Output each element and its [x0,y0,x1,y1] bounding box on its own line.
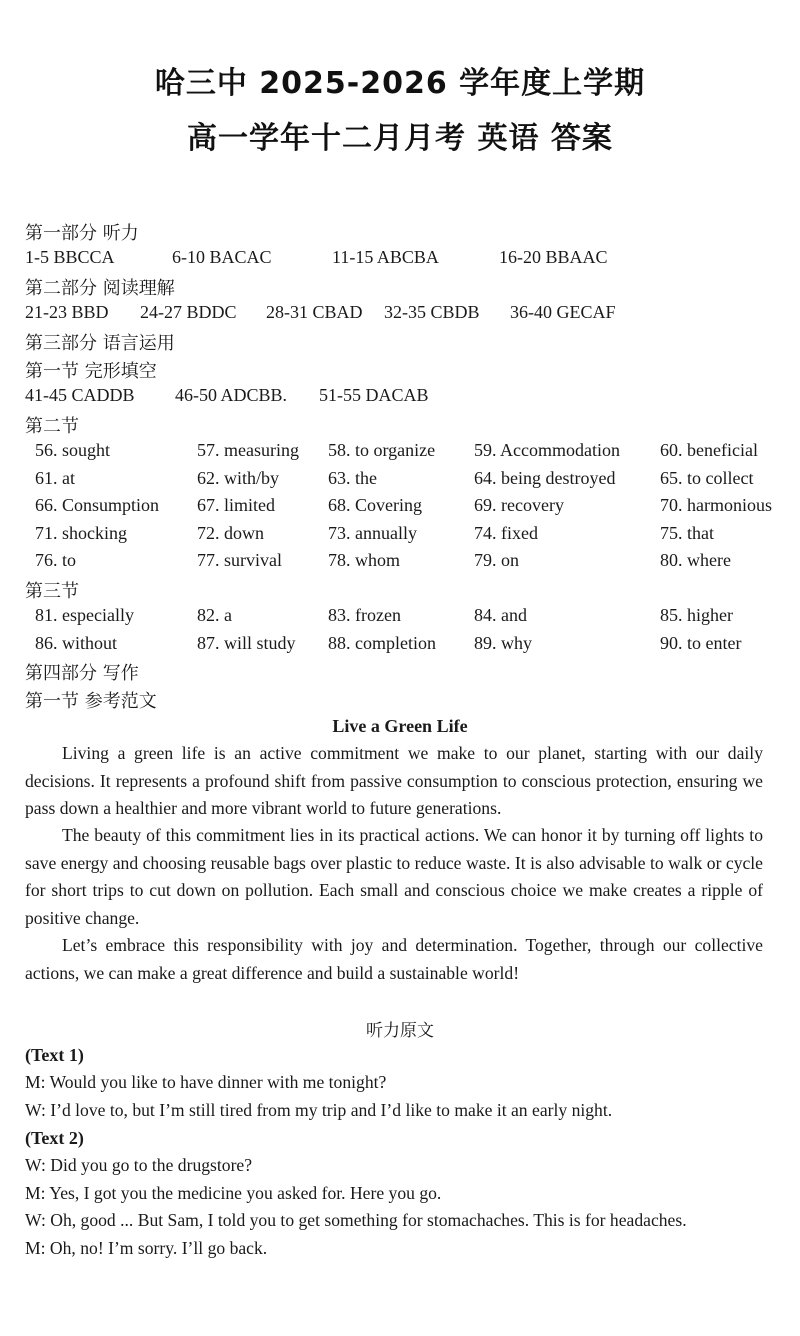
text1-label: (Text 1) [25,1045,84,1065]
fill-blank-row [0,523,800,547]
answer-item: 90. to enter [660,633,742,653]
answer-item: 67. limited [197,495,275,515]
answer-item: 88. completion [328,633,436,653]
answer-item: 72. down [197,523,264,543]
part3-section2-heading: 第二节 [25,416,79,437]
dialogue-line: M: Oh, no! I’m sorry. I’ll go back. [25,1238,268,1258]
answer-item: 57. measuring [197,440,299,460]
answer-group: 32-35 CBDB [384,302,480,322]
fill-blank-row [0,495,800,519]
answer-group: 36-40 GECAF [510,302,616,322]
essay-paragraph: Let’s embrace this responsibility with joy and determination. Together, through our collective actions, we can make a great difference and build a sustainable world! [25,935,763,983]
part3-section3-heading: 第三节 [25,581,79,602]
answer-group: 24-27 BDDC [140,302,237,322]
answer-item: 81. especially [35,605,134,625]
answer-item: 77. survival [197,550,282,570]
part1-answers-row [0,247,800,271]
dialogue-line: M: Would you like to have dinner with me tonight? [25,1072,387,1092]
grammar-fill-row [0,633,800,657]
answer-item: 64. being destroyed [474,468,616,488]
fill-blank-row [0,468,800,492]
answer-item: 76. to [35,550,77,570]
answer-item: 58. to organize [328,440,436,460]
part2-heading: 第二部分 阅读理解 [25,278,175,299]
answer-group: 6-10 BACAC [172,247,272,267]
answer-group: 11-15 ABCBA [332,247,439,267]
answer-item: 56. sought [35,440,111,460]
page-title: 哈三中 2025-2026 学年度上学期 [154,66,646,101]
answer-item: 61. at [35,468,75,488]
fill-blank-row [0,440,800,464]
answer-item: 70. harmonious [660,495,772,515]
part4-section1-heading: 第一节 参考范文 [25,691,157,712]
answer-group: 21-23 BBD [25,302,109,322]
listening-script-title: 听力原文 [366,1021,434,1041]
part3-heading: 第三部分 语言运用 [25,333,175,354]
text2-label: (Text 2) [25,1128,84,1148]
answer-group: 51-55 DACAB [319,385,429,405]
answer-item: 62. with/by [197,468,280,488]
page-subtitle: 高一学年十二月月考 英语 答案 [187,121,613,156]
grammar-fill-row [0,605,800,629]
fill-blank-row [0,550,800,574]
answer-item: 63. the [328,468,377,488]
answer-item: 74. fixed [474,523,538,543]
essay-paragraph: The beauty of this commitment lies in its practical actions. We can honor it by turning off lights to save energy and choosing reusable bags over plastic to reduce waste. It is also advisable to walk or cycle for short trips to cut down on pollution. Each small and conscious choice we make creates a ripple of positive change. [25,825,763,928]
answer-item: 60. beneficial [660,440,758,460]
answer-item: 85. higher [660,605,733,625]
part3-section1-answers-row [0,385,800,409]
answer-item: 83. frozen [328,605,401,625]
answer-item: 69. recovery [474,495,564,515]
answer-item: 78. whom [328,550,400,570]
part2-answers-row [0,302,800,326]
dialogue-line: W: Oh, good ... But Sam, I told you to get something for stomachaches. This is for headaches. [25,1210,687,1230]
answer-item: 66. Consumption [35,495,160,515]
answer-group: 41-45 CADDB [25,385,135,405]
answer-item: 89. why [474,633,532,653]
answer-group: 1-5 BBCCA [25,247,115,267]
answer-item: 65. to collect [660,468,754,488]
answer-item: 80. where [660,550,731,570]
answer-item: 79. on [474,550,519,570]
answer-item: 75. that [660,523,714,543]
essay-title: Live a Green Life [332,716,468,736]
answer-item: 86. without [35,633,118,653]
answer-item: 68. Covering [328,495,422,515]
dialogue-line: W: I’d love to, but I’m still tired from my trip and I’d like to make it an early night. [25,1100,613,1120]
answer-item: 73. annually [328,523,417,543]
answer-item: 71. shocking [35,523,127,543]
answer-item: 82. a [197,605,232,625]
part4-heading: 第四部分 写作 [25,663,139,684]
answer-group: 46-50 ADCBB. [175,385,288,405]
dialogue-line: W: Did you go to the drugstore? [25,1155,253,1175]
part1-heading: 第一部分 听力 [25,223,139,244]
dialogue-line: M: Yes, I got you the medicine you asked for. Here you go. [25,1183,442,1203]
answer-group: 16-20 BBAAC [499,247,608,267]
answer-item: 59. Accommodation [474,440,620,460]
answer-group: 28-31 CBAD [266,302,363,322]
answer-item: 84. and [474,605,527,625]
answer-item: 87. will study [197,633,296,653]
essay-paragraph: Living a green life is an active commitment we make to our planet, starting with our daily decisions. It represents a profound shift from passive consumption to conscious protection, ensuring we pass down a healthier and more vibrant world to future generations. [25,743,763,818]
part3-section1-heading: 第一节 完形填空 [25,361,157,382]
